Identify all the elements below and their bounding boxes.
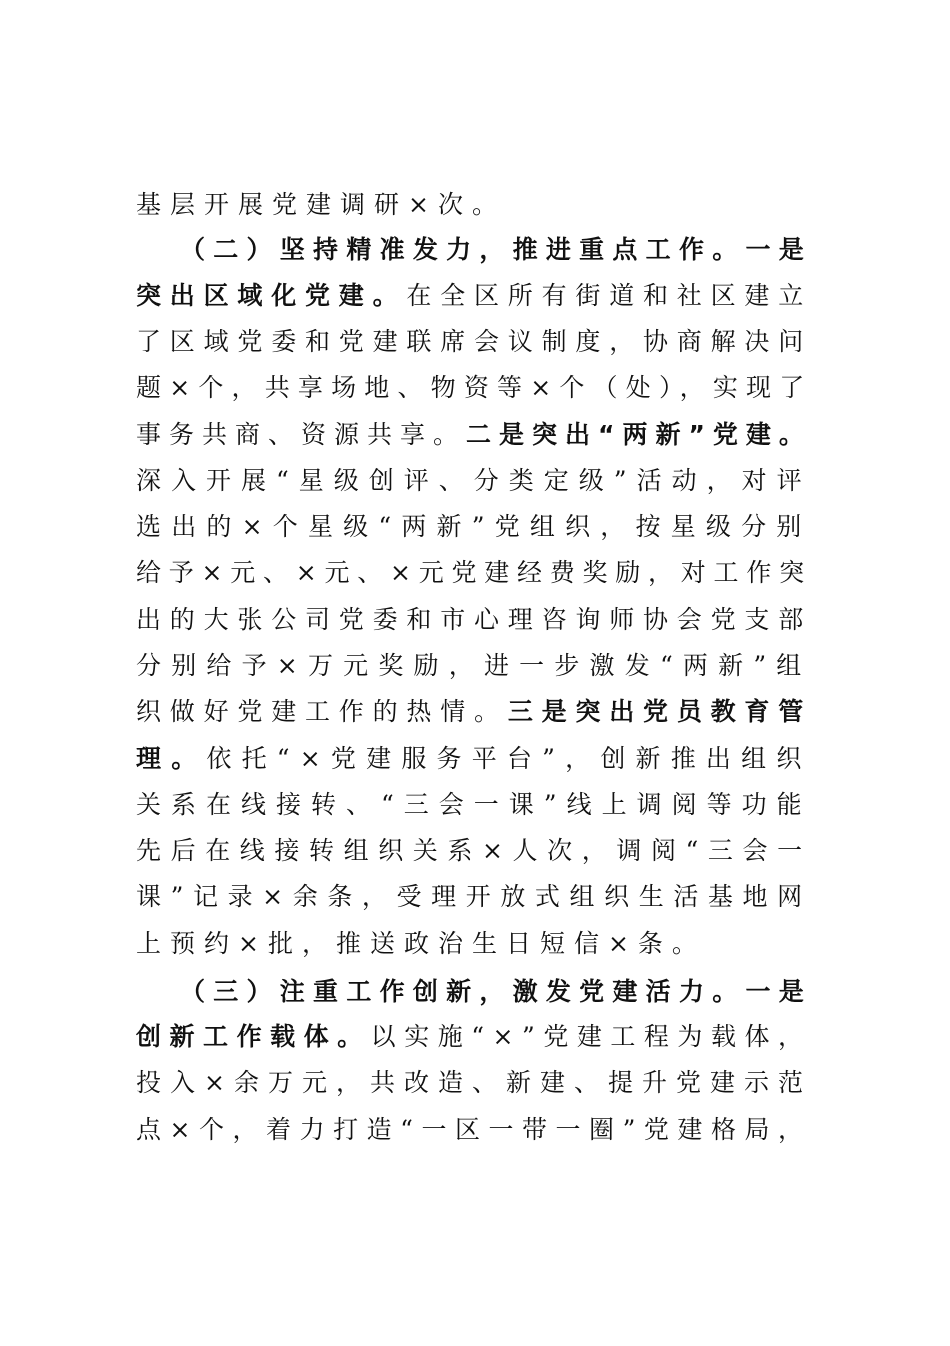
text-line [136,646,812,686]
text-line [180,230,812,270]
text-line [136,461,812,501]
text-segment: 在全区所有街道和社区建立 [406,281,813,310]
text-line [136,276,812,316]
text-line [136,185,506,225]
text-line [136,1110,812,1150]
text-segment: 题×个，共享场地、物资等×个（处），实现了 [136,373,813,402]
text-segment: 选出的×个星级“两新”党组织，按星级分别 [136,512,812,541]
bold-text-segment: （二）坚持精准发力，推进重点工作。一是 [180,235,813,264]
text-segment: 关系在线接转、“三会一课”线上调阅等功能 [136,790,812,819]
text-line [136,1063,812,1103]
text-line [136,877,812,917]
bold-text-segment: 创新工作载体。 [136,1022,371,1051]
text-segment: 出的大张公司党委和市心理咨询师协会党支部 [136,605,813,634]
text-line [136,415,812,455]
text-segment: 给予×元、×元、×元党建经费奖励，对工作突 [136,558,812,587]
text-line [180,972,812,1012]
text-segment: 分别给予×万元奖励，进一步激发“两新”组 [136,651,812,680]
text-segment: 了区域党委和党建联席会议制度，协商解决问 [136,327,813,356]
text-line [136,368,812,408]
text-line [136,785,812,825]
bold-text-segment: 理。 [136,744,207,773]
bold-text-segment: 三是突出党员教育管 [507,697,813,726]
bold-text-segment: 突出区域化党建。 [136,281,407,310]
text-segment: 事务共商、资源共享。 [136,420,467,449]
text-segment: 基层开展党建调研×次。 [136,190,506,219]
text-line [136,1017,812,1057]
text-segment: 依托“×党建服务平台”，创新推出组织 [206,744,812,773]
text-line [136,322,812,362]
text-line [136,553,812,593]
text-segment: 先后在线接转组织关系×人次，调阅“三会一 [136,836,812,865]
text-segment: 点×个，着力打造“一区一带一圈”党建格局， [136,1115,812,1144]
text-line [136,739,812,779]
text-line [136,831,812,871]
text-segment: 投入×余万元，共改造、新建、提升党建示范 [136,1068,812,1097]
text-segment: 深入开展“星级创评、分类定级”活动，对评 [136,466,812,495]
text-line [136,600,812,640]
text-segment: 课”记录×余条，受理开放式组织生活基地网 [136,882,812,911]
text-line [136,507,812,547]
bold-text-segment: 二是突出“两新”党建。 [466,420,812,449]
text-segment: 以实施“×”党建工程为载体， [370,1022,812,1051]
text-line [136,692,812,732]
text-line [136,924,706,964]
bold-text-segment: （三）注重工作创新，激发党建活力。一是 [180,977,813,1006]
text-segment: 织做好党建工作的热情。 [136,697,508,726]
text-segment: 上预约×批，推送政治生日短信×条。 [136,929,706,958]
